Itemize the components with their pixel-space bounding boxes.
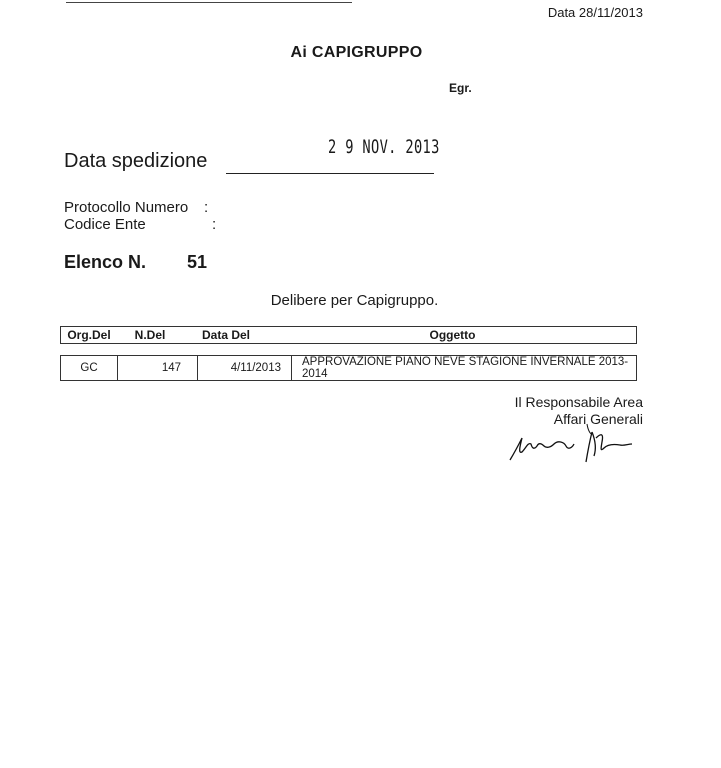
entity-code-colon: : — [212, 216, 217, 233]
shipping-date-label: Data spedizione — [64, 150, 208, 172]
protocol-colon: : — [204, 199, 209, 216]
cell-date: 4/11/2013 — [198, 356, 292, 381]
signatory-office: Affari Generali — [553, 411, 643, 427]
col-header-date: Data Del — [183, 327, 269, 344]
list-label: Elenco N. — [64, 252, 147, 272]
protocol-label: Protocollo Numero — [64, 199, 189, 216]
col-header-org: Org.Del — [61, 327, 118, 344]
handwritten-signature — [504, 420, 636, 464]
list-number: 51 — [187, 252, 208, 272]
table-header — [60, 326, 637, 344]
document-date: Data 28/11/2013 — [547, 5, 643, 20]
shipping-date-line — [226, 173, 434, 174]
deliberations-table — [60, 355, 637, 381]
salutation: Egr. — [449, 81, 472, 95]
cell-subject: APPROVAZIONE PIANO NEVE STAGIONE INVERNALE 2013-2014 — [292, 356, 637, 381]
table-row — [61, 356, 637, 381]
col-header-number: N.Del — [117, 327, 183, 344]
cell-number: 147 — [118, 356, 198, 381]
signatory-title: Il Responsabile Area — [514, 394, 643, 410]
document-title: Ai CAPIGRUPPO — [290, 44, 423, 61]
subtitle: Delibere per Capigruppo. — [270, 292, 439, 309]
top-rule — [66, 2, 352, 3]
entity-code-label: Codice Ente — [64, 216, 146, 233]
cell-org: GC — [61, 356, 118, 381]
date-stamp: 2 9 NOV. 2013 — [328, 136, 440, 158]
col-header-subject: Oggetto — [269, 327, 637, 344]
